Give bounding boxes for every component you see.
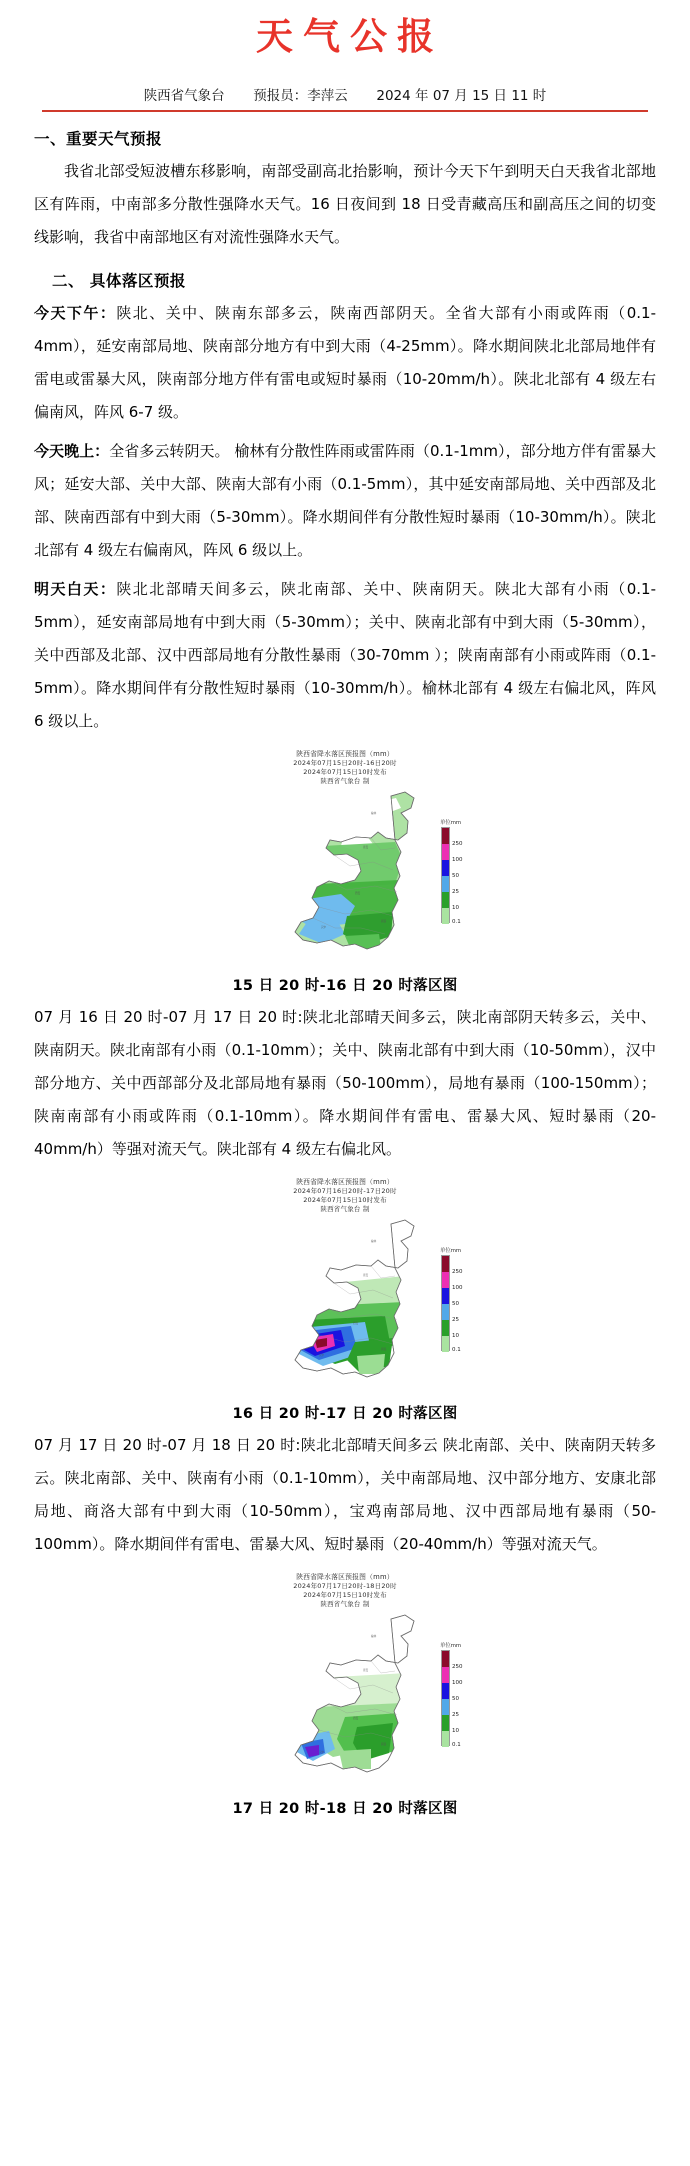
legend-label: 0.1 — [452, 1346, 461, 1353]
masthead — [0, 0, 690, 64]
legend-label: 100 — [452, 1679, 463, 1686]
map-period: 2024年07月17日20时-18日20时 — [293, 1581, 397, 1590]
map-period: 2024年07月16日20时-17日20时 — [293, 1186, 397, 1195]
section1-paragraph: 我省北部受短波槽东移影响，南部受副高北抬影响，预计今天下午到明天白天我省北部地区有阵雨，中南部多分散性强降水天气。16 日夜间到 18 日受青藏高压和副高压之间的切变线影响，我省中南部地区有对流性强降水天气。 — [34, 161, 656, 246]
legend-label: 50 — [452, 1300, 459, 1307]
legend-label: 10 — [452, 1332, 459, 1339]
map-title: 陕西省降水落区预报图（mm） — [296, 1572, 394, 1581]
map-canvas-2 — [195, 1216, 495, 1394]
forecast-block-text: 全省多云转阴天。 榆林有分散性阵雨或雷阵雨（0.1-1mm），部分地方伴有雷暴大风；延安大部、关中大部、陕南大部有小雨（0.1-5mm），其中延安南部局地、关中西部及北部、陕南西部有中到大雨（5-30mm）。降水期间伴有分散性短时暴雨（10-30mm/h）。陕北北部有 4 级左右偏南风，阵风 6 级以上。 — [34, 441, 656, 559]
svg-text:榆林: 榆林 — [371, 1634, 377, 1638]
bulletin-content — [0, 127, 690, 1818]
map-period: 2024年07月15日20时-16日20时 — [293, 758, 397, 767]
section-heading-detailed-forecast: 二、 具体落区预报 — [52, 271, 186, 290]
legend-title: 单位mm — [440, 819, 461, 826]
map-issuer: 陕西省气象台 制 — [320, 776, 370, 785]
section-heading-important-forecast: 一、重要天气预报 — [34, 129, 163, 148]
forecast-day3-paragraph: 07 月 17 日 20 时-07 月 18 日 20 时:陕北北部晴天间多云 陕北南部、关中、陕南阴天转多云。陕北南部、关中、陕南有小雨（0.1-10mm），关中南部局地、汉中部分地方、安康北部局地、商洛大部有中到大雨（10-50mm），宝鸡南部局地、汉中西部局地有暴雨（50-100mm）。降水期间伴有雷电、雷暴大风、短时暴雨（20-40mm/h）等强对流天气。 — [34, 1435, 656, 1553]
byline-datetime: 2024 年 07 月 15 日 11 时 — [376, 88, 547, 105]
map-legend-2 — [439, 1246, 485, 1351]
forecast-block-lead: 明天白天： — [34, 579, 117, 598]
legend-label: 25 — [452, 1316, 459, 1323]
svg-text:延安: 延安 — [363, 1273, 369, 1277]
legend-label: 10 — [452, 1727, 459, 1734]
legend-label: 25 — [452, 888, 459, 895]
svg-text:榆林: 榆林 — [371, 1239, 377, 1243]
map-header-2 — [195, 1178, 495, 1214]
legend-label: 0.1 — [452, 918, 461, 925]
svg-text:榆林: 榆林 — [371, 811, 377, 815]
map-issued: 2024年07月15日10时发布 — [303, 1590, 387, 1599]
svg-text:西安: 西安 — [353, 1321, 359, 1325]
legend-colorbar — [441, 1255, 450, 1351]
forecast-block-tonight — [34, 435, 656, 567]
forecast-block-text: 陕北、关中、陕南东部多云，陕南西部阴天。全省大部有小雨或阵雨（0.1-4mm），延安南部局地、陕南部分地方有中到大雨（4-25mm）。降水期间陕北北部局地伴有雷电或雷暴大风，陕南部分地方伴有雷电或短时暴雨（10-20mm/h）。陕北北部有 4 级左右偏南风，阵风 6-7 级。 — [34, 303, 656, 421]
legend-label: 250 — [452, 840, 463, 847]
map-title: 陕西省降水落区预报图（mm） — [296, 1177, 394, 1186]
legend-title: 单位mm — [440, 1642, 461, 1649]
svg-text:商洛: 商洛 — [381, 919, 387, 923]
legend-colorbar — [441, 827, 450, 923]
svg-text:汉中: 汉中 — [319, 1353, 325, 1357]
legend-label: 250 — [452, 1268, 463, 1275]
forecast-block-tomorrow-daytime — [34, 573, 656, 738]
legend-label: 50 — [452, 872, 459, 879]
svg-text:延安: 延安 — [363, 845, 369, 849]
page-title: 天气公报 — [256, 15, 444, 58]
map-issuer: 陕西省气象台 制 — [320, 1204, 370, 1213]
svg-text:延安: 延安 — [363, 1668, 369, 1672]
legend-label: 100 — [452, 1284, 463, 1291]
rainfall-map-figure-3 — [34, 1571, 656, 1818]
svg-text:商洛: 商洛 — [381, 1742, 387, 1746]
map-issuer: 陕西省气象台 制 — [320, 1599, 370, 1608]
byline — [42, 86, 648, 111]
svg-text:商洛: 商洛 — [381, 1347, 387, 1351]
legend-label: 10 — [452, 904, 459, 911]
legend-label: 0.1 — [452, 1741, 461, 1748]
legend-label: 100 — [452, 856, 463, 863]
map-legend-1 — [439, 818, 485, 923]
figure-caption-1: 15 日 20 时-16 日 20 时落区图 — [232, 977, 458, 994]
forecast-block-this-afternoon — [34, 297, 656, 429]
forecast-block-lead: 今天晚上： — [34, 441, 110, 460]
legend-title: 单位mm — [440, 1247, 461, 1254]
svg-text:西安: 西安 — [353, 1716, 359, 1720]
byline-office: 陕西省气象台 — [143, 88, 225, 105]
map-header-1 — [195, 750, 495, 786]
rainfall-map-figure-2 — [34, 1176, 656, 1423]
map-header-3 — [195, 1573, 495, 1609]
legend-label: 50 — [452, 1695, 459, 1702]
map-title: 陕西省降水落区预报图（mm） — [296, 749, 394, 758]
map-legend-3 — [439, 1641, 485, 1746]
legend-label: 25 — [452, 1711, 459, 1718]
rainfall-map-figure-1 — [34, 748, 656, 995]
map-issued: 2024年07月15日10时发布 — [303, 1195, 387, 1204]
figure-caption-2: 16 日 20 时-17 日 20 时落区图 — [232, 1405, 458, 1422]
forecast-block-lead: 今天下午： — [34, 303, 117, 322]
svg-text:汉中: 汉中 — [321, 925, 327, 929]
forecast-day2-paragraph: 07 月 16 日 20 时-07 月 17 日 20 时:陕北北部晴天间多云，陕北南部阴天转多云，关中、陕南阴天。陕北南部有小雨（0.1-10mm）；关中、陕南北部有中到大雨（10-50mm），汉中部分地方、关中西部部分及北部局地有暴雨（50-100mm），局地有暴雨（100-150mm）；陕南南部有小雨或阵雨（0.1-10mm）。降水期间伴有雷电、雷暴大风、短时暴雨（20-40mm/h）等强对流天气。陕北部有 4 级左右偏北风。 — [34, 1007, 656, 1158]
svg-text:西安: 西安 — [355, 891, 361, 895]
forecast-block-text: 陕北北部晴天间多云，陕北南部、关中、陕南阴天。陕北大部有小雨（0.1-5mm），延安南部局地有中到大雨（5-30mm）；关中、陕南北部有中到大雨（5-30mm），关中西部及北部、汉中西部局地有分散性暴雨（30-70mm ）；陕南南部有小雨或阵雨（0.1-5mm）。降水期间伴有分散性短时暴雨（10-30mm/h）。榆林北部有 4 级左右偏北风，阵风 6 级以上。 — [34, 579, 656, 730]
legend-colorbar — [441, 1650, 450, 1746]
svg-text:汉中: 汉中 — [319, 1750, 325, 1754]
map-issued: 2024年07月15日10时发布 — [303, 767, 387, 776]
map-canvas-1 — [195, 788, 495, 966]
byline-forecaster: 预报员：李萍云 — [253, 88, 348, 105]
figure-caption-3: 17 日 20 时-18 日 20 时落区图 — [232, 1800, 458, 1817]
legend-label: 250 — [452, 1663, 463, 1670]
map-canvas-3 — [195, 1611, 495, 1789]
